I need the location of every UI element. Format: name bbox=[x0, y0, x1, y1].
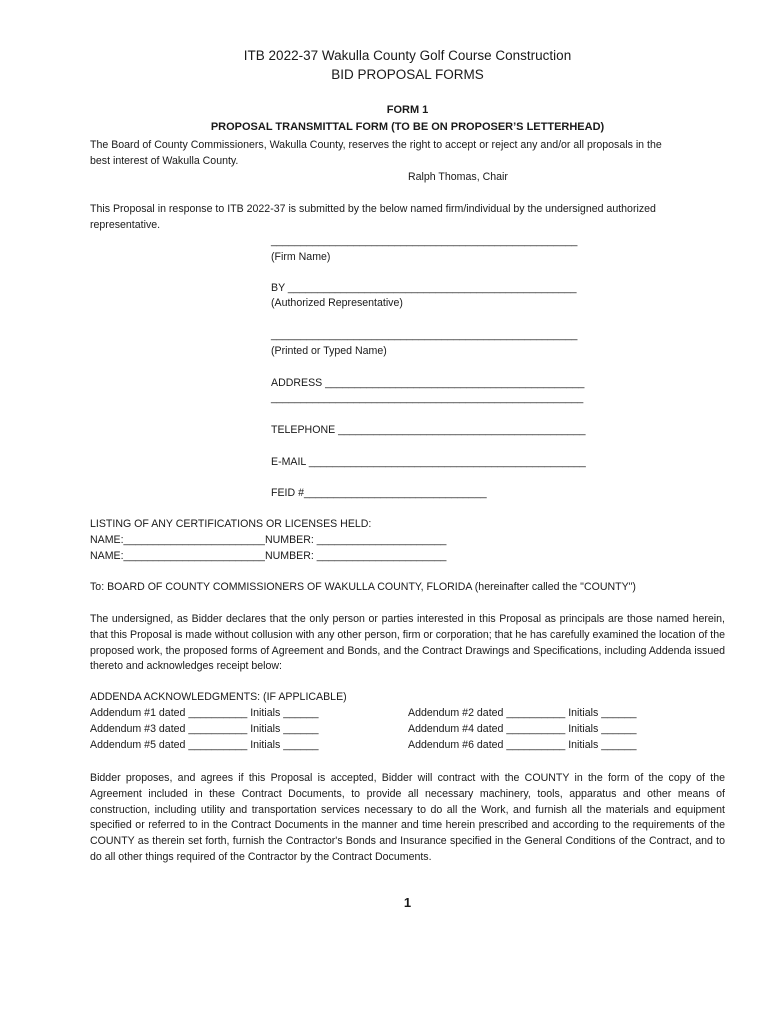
addendum-row[interactable]: Addendum #6 dated __________ Initials ______ bbox=[408, 739, 637, 751]
addressee-line: To: BOARD OF COUNTY COMMISSIONERS OF WAKULLA COUNTY, FLORIDA (hereinafter called the "COUNTY") bbox=[90, 581, 636, 593]
addendum-row[interactable]: Addendum #5 dated __________ Initials ______ bbox=[90, 739, 319, 751]
addendum-row[interactable]: Addendum #3 dated __________ Initials ______ bbox=[90, 723, 319, 735]
telephone-field[interactable]: TELEPHONE __________________________________________ bbox=[271, 424, 586, 436]
printed-name-label: (Printed or Typed Name) bbox=[271, 345, 387, 357]
authorized-representative-label: (Authorized Representative) bbox=[271, 297, 403, 309]
certifications-heading: LISTING OF ANY CERTIFICATIONS OR LICENSES HELD: bbox=[90, 518, 372, 530]
address-field-line-2[interactable]: _____________________________________________________ bbox=[271, 392, 584, 404]
addendum-row[interactable]: Addendum #2 dated __________ Initials ______ bbox=[408, 707, 637, 719]
certification-row[interactable]: NAME:________________________NUMBER: ______________________ bbox=[90, 550, 447, 562]
page-number: 1 bbox=[403, 895, 412, 910]
printed-name-field[interactable]: ____________________________________________________ bbox=[271, 329, 578, 341]
addenda-heading: ADDENDA ACKNOWLEDGMENTS: (IF APPLICABLE) bbox=[90, 691, 347, 703]
authorized-representative-field[interactable]: BY _________________________________________________ bbox=[271, 282, 577, 294]
document-title: ITB 2022-37 Wakulla County Golf Course Construction bbox=[243, 48, 572, 63]
document-subtitle: BID PROPOSAL FORMS bbox=[331, 67, 484, 82]
form-number: FORM 1 bbox=[386, 104, 429, 116]
declaration-paragraph: The undersigned, as Bidder declares that the only person or parties interested in this Proposal as principals are those named herein, that this Proposal is made without collusion with any other person, firm or corporation; that he has carefully examined the location of the proposed work, the proposed forms of Agreement and Bonds, and the Contract Drawings and Specifications, including Addenda issued thereto and acknowledges receipt below: bbox=[90, 613, 725, 673]
certification-row[interactable]: NAME:________________________NUMBER: ______________________ bbox=[90, 534, 447, 546]
agreement-paragraph: Bidder proposes, and agrees if this Proposal is accepted, Bidder will contract with the COUNTY in the form of the copy of the Agreement included in these Contract Documents, to provide all necessary machinery, tools, apparatus and other means of construction, including utility and transportation services necessary to do all the Work, and furnish all the materials and equipment specified or referred to in the Contract Documents in the manner and time herein prescribed and according to the requirements of the COUNTY as therein set forth, furnish the Contractor's Bonds and Insurance specified in the General Conditions of the Contract, and to do all other things required of the Contractor by the Contract Documents. bbox=[90, 772, 725, 863]
feid-field[interactable]: FEID #_______________________________ bbox=[271, 487, 487, 499]
address-field[interactable]: ADDRESS ____________________________________________ bbox=[271, 377, 585, 389]
form-title: PROPOSAL TRANSMITTAL FORM (TO BE ON PROPOSER’S LETTERHEAD) bbox=[210, 121, 605, 133]
submission-line-1: This Proposal in response to ITB 2022-37 is submitted by the below named firm/individual by the undersigned authorized bbox=[90, 203, 656, 215]
signatory: Ralph Thomas, Chair bbox=[408, 171, 508, 183]
submission-line-2: representative. bbox=[90, 219, 161, 231]
firm-name-label: (Firm Name) bbox=[271, 251, 331, 263]
email-field[interactable]: E-MAIL _______________________________________________ bbox=[271, 456, 586, 468]
addendum-row[interactable]: Addendum #1 dated __________ Initials ______ bbox=[90, 707, 319, 719]
firm-name-field[interactable]: ____________________________________________________ bbox=[271, 235, 578, 247]
addendum-row[interactable]: Addendum #4 dated __________ Initials ______ bbox=[408, 723, 637, 735]
intro-line-2: best interest of Wakulla County. bbox=[90, 155, 239, 167]
intro-line-1: The Board of County Commissioners, Wakulla County, reserves the right to accept or reject any and/or all proposals in the bbox=[90, 139, 662, 151]
